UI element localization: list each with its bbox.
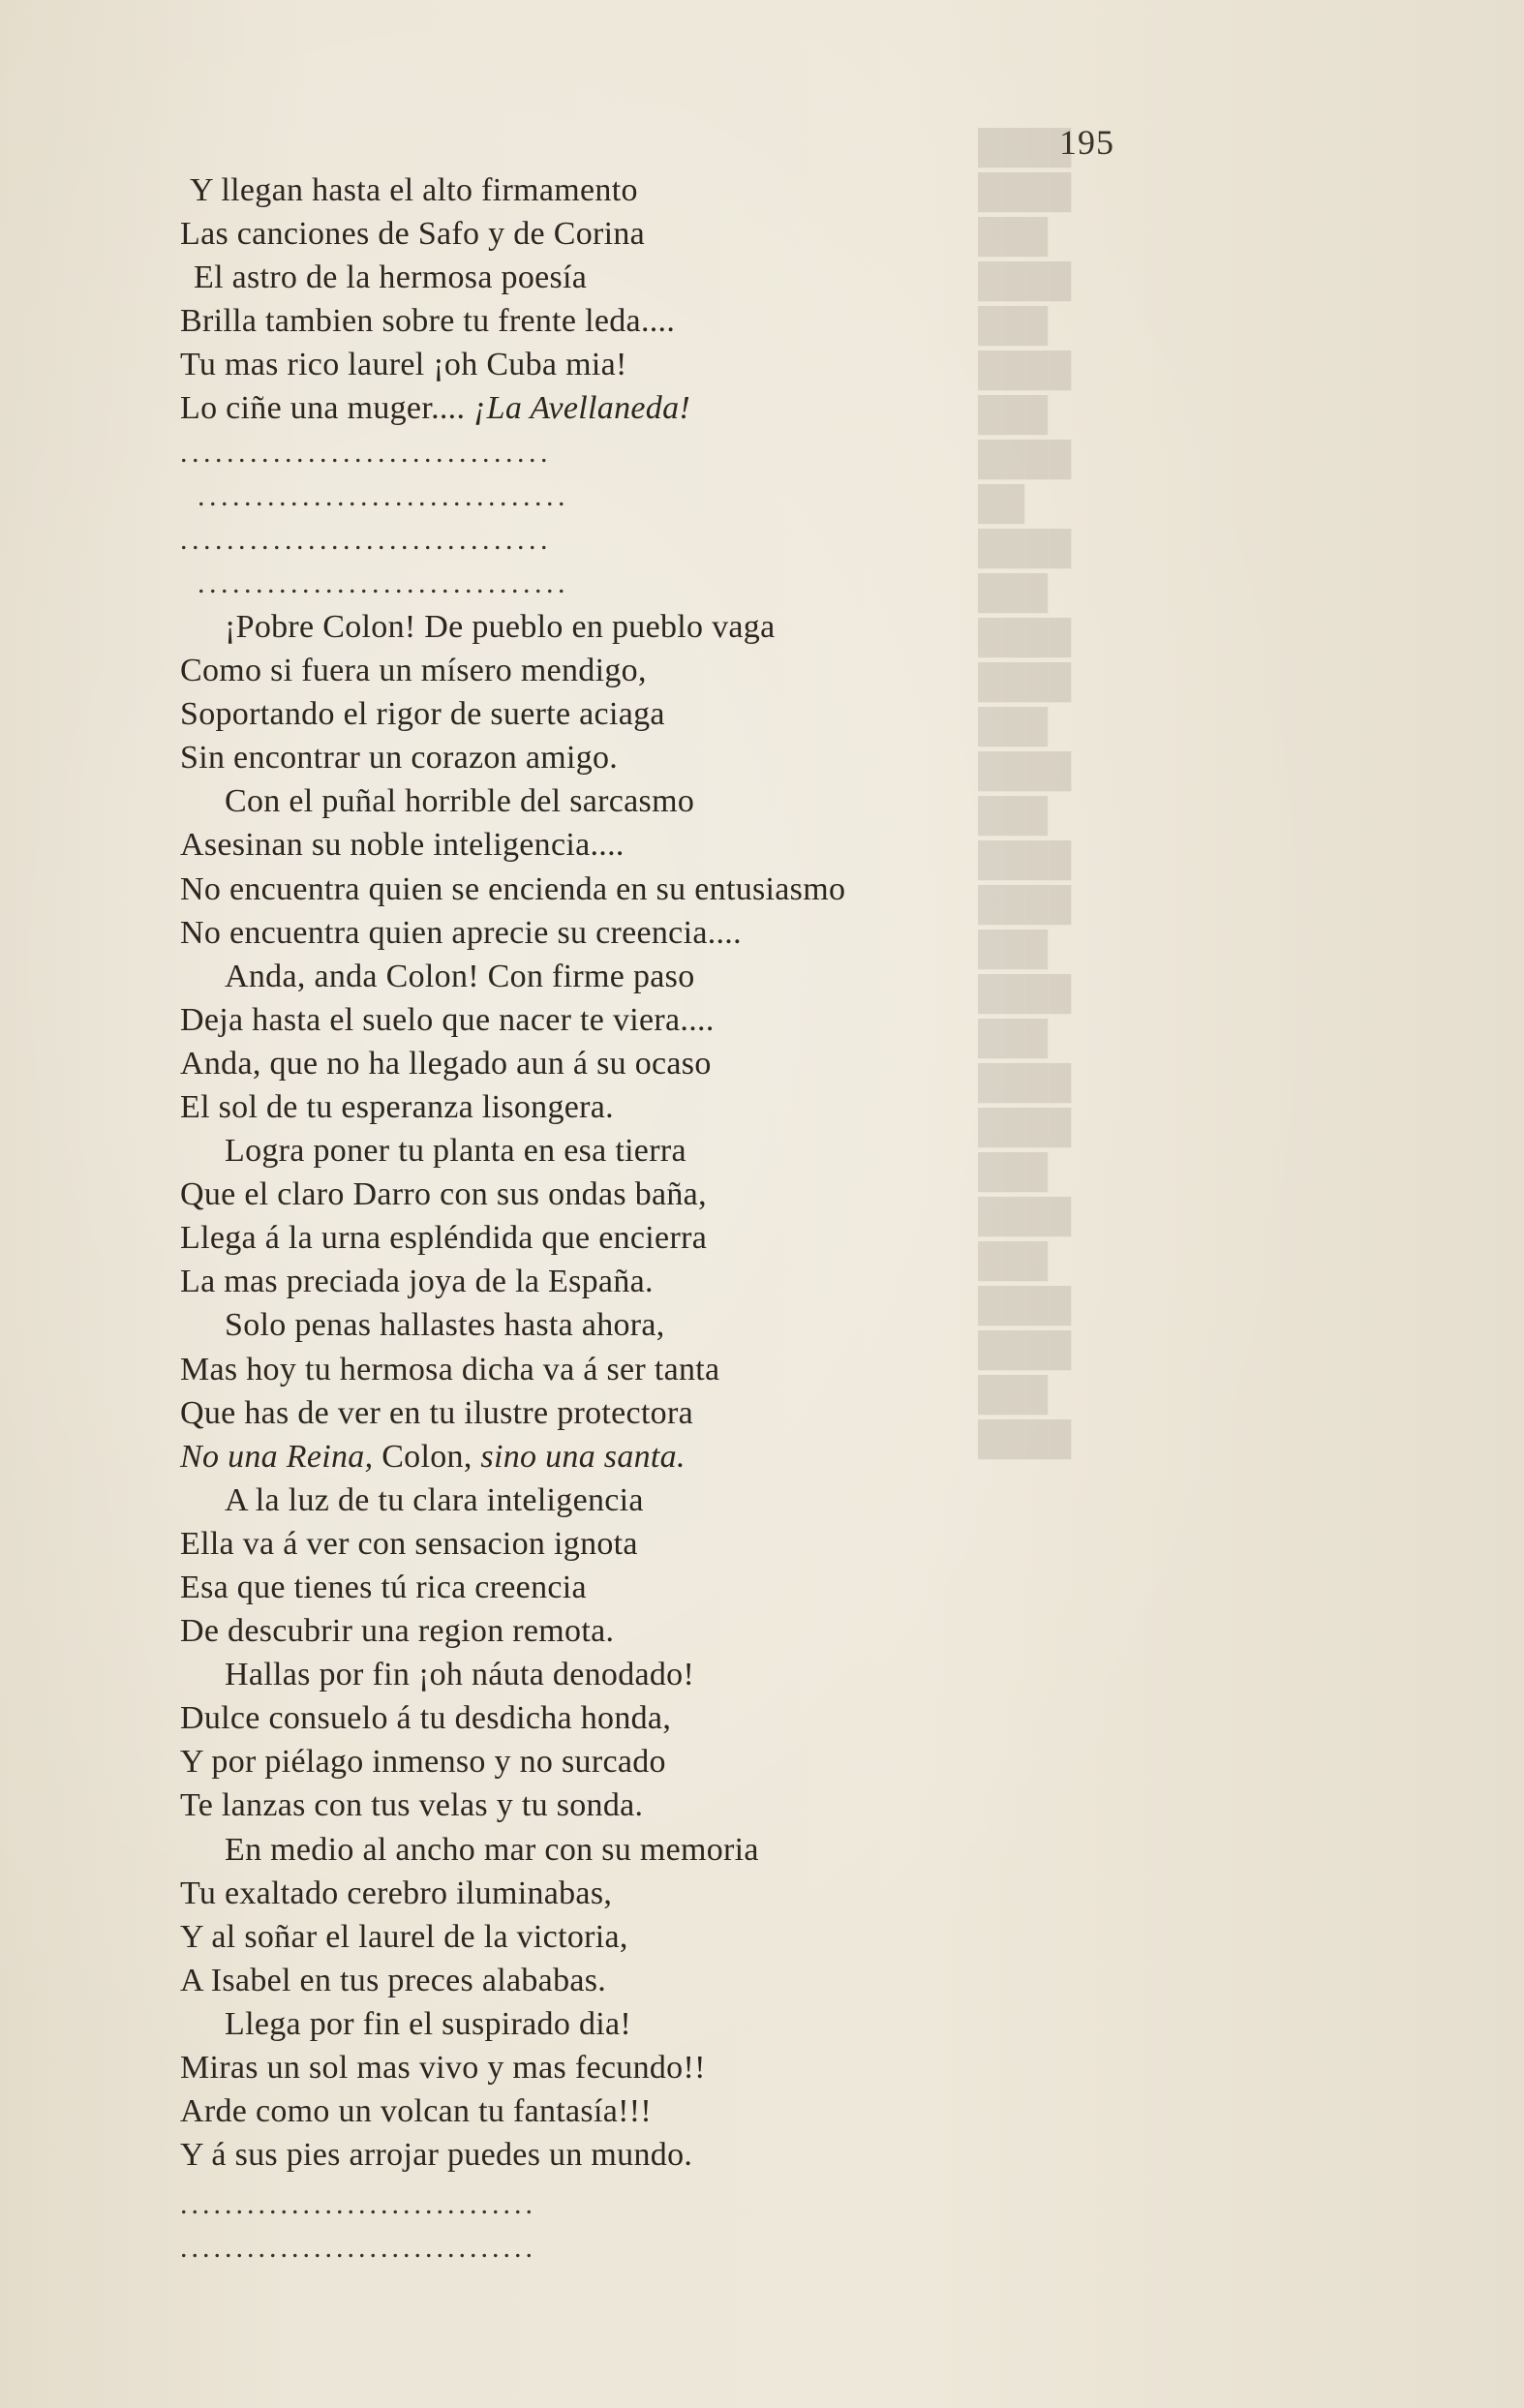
poem-line: Que has de ver en tu ilustre protectora [180, 1394, 694, 1431]
poem-line: En medio al ancho mar con su memoria [225, 1831, 759, 1868]
poem-line: Arde como un volcan tu fantasía!!! [180, 2093, 652, 2130]
poem-line [180, 1435, 1052, 1478]
ellipsis-row: ................................ [180, 2232, 536, 2265]
poem-line: A la luz de tu clara inteligencia [225, 1481, 644, 1518]
poem-line: Te lanzas con tus velas y tu sonda. [180, 1787, 644, 1824]
poem-line: Solo penas hallastes hasta ahora, [225, 1307, 665, 1344]
poem-line: Llega á la urna espléndida que encierra [180, 1220, 708, 1257]
poem-line: Soportando el rigor de suerte aciaga [180, 696, 665, 733]
poem-line: Y llegan hasta el alto firmamento [190, 172, 638, 208]
poem-line-italic: No una Reina, [180, 1438, 374, 1475]
poem-line: La mas preciada joya de la España. [180, 1264, 654, 1300]
poem-line-italic: ¡La Avellaneda! [473, 390, 690, 427]
poem-line: Asesinan su noble inteligencia.... [180, 827, 625, 864]
poem-line: Dulce consuelo á tu desdicha honda, [180, 1700, 672, 1737]
poem-line: No encuentra quien aprecie su creencia.... [180, 914, 742, 951]
poem-line: Anda, anda Colon! Con firme paso [225, 958, 695, 994]
poem-line: Ella va á ver con sensacion ignota [180, 1525, 638, 1562]
poem-line: Con el puñal horrible del sarcasmo [225, 783, 695, 820]
ellipsis-row: ................................ [180, 523, 552, 556]
poem-line: Anda, que no ha llegado aun á su ocaso [180, 1045, 712, 1082]
poem-line: Y á sus pies arrojar puedes un mundo. [180, 2137, 693, 2174]
poem-line: Brilla tambien sobre tu frente leda.... [180, 303, 676, 340]
ellipsis-row: ................................ [198, 479, 569, 512]
poem-line: No encuentra quien se encienda en su entusiasmo [180, 870, 846, 907]
poem-line: Y al soñar el laurel de la victoria, [180, 1918, 628, 1955]
poem-line: Tu mas rico laurel ¡oh Cuba mia! [180, 347, 627, 383]
poem-line: Como si fuera un mísero mendigo, [180, 653, 647, 689]
poem-line: Hallas por fin ¡oh náuta denodado! [225, 1657, 695, 1693]
ellipsis-row: ................................ [198, 566, 569, 599]
poem-line: El astro de la hermosa poesía [194, 259, 588, 296]
poem-line: ¡Pobre Colon! De pueblo en pueblo vaga [225, 608, 776, 645]
poem-line: Que el claro Darro con sus ondas baña, [180, 1176, 707, 1213]
poem-line: A Isabel en tus preces alababas. [180, 1962, 607, 1998]
poem-line: Sin encontrar un corazon amigo. [180, 740, 619, 777]
page-number: 195 [1059, 123, 1114, 162]
poem-line: Tu exaltado cerebro iluminabas, [180, 1875, 613, 1911]
poem-line: De descubrir una region remota. [180, 1613, 615, 1650]
poem-line-text: Lo ciñe una muger.... [180, 390, 466, 427]
ellipsis-row: ................................ [180, 436, 552, 469]
poem-line-text: Colon, [373, 1438, 481, 1475]
poem-line: Llega por fin el suspirado dia! [225, 2005, 632, 2042]
poem-line: Las canciones de Safo y de Corina [180, 216, 646, 253]
poem-line: El sol de tu esperanza lisongera. [180, 1088, 614, 1125]
poem-line: Logra poner tu planta en esa tierra [225, 1133, 686, 1170]
poem-line: Mas hoy tu hermosa dicha va á ser tanta [180, 1351, 720, 1387]
poem-line [180, 386, 1052, 430]
poem-line: Esa que tienes tú rica creencia [180, 1570, 587, 1605]
bleed-through-text: ████ ████ ███ ████ ███ ████ ███ ████ ██ ████ ███ ████ ████ ███ ████ ███ ████ ████ ███ ████ ███ ████ ████ ███ ████ ███ ████ ████ ███ ████ [978, 130, 1072, 1457]
poem-line: Miras un sol mas vivo y mas fecundo!! [180, 2050, 706, 2087]
poem-line: Y por piélago inmenso y no surcado [180, 1744, 666, 1781]
poem-line-italic: sino una santa. [480, 1438, 686, 1475]
poem-body [180, 168, 1052, 2271]
poem-line: Deja hasta el suelo que nacer te viera.... [180, 1001, 715, 1038]
ellipsis-row: ................................ [180, 2188, 536, 2221]
